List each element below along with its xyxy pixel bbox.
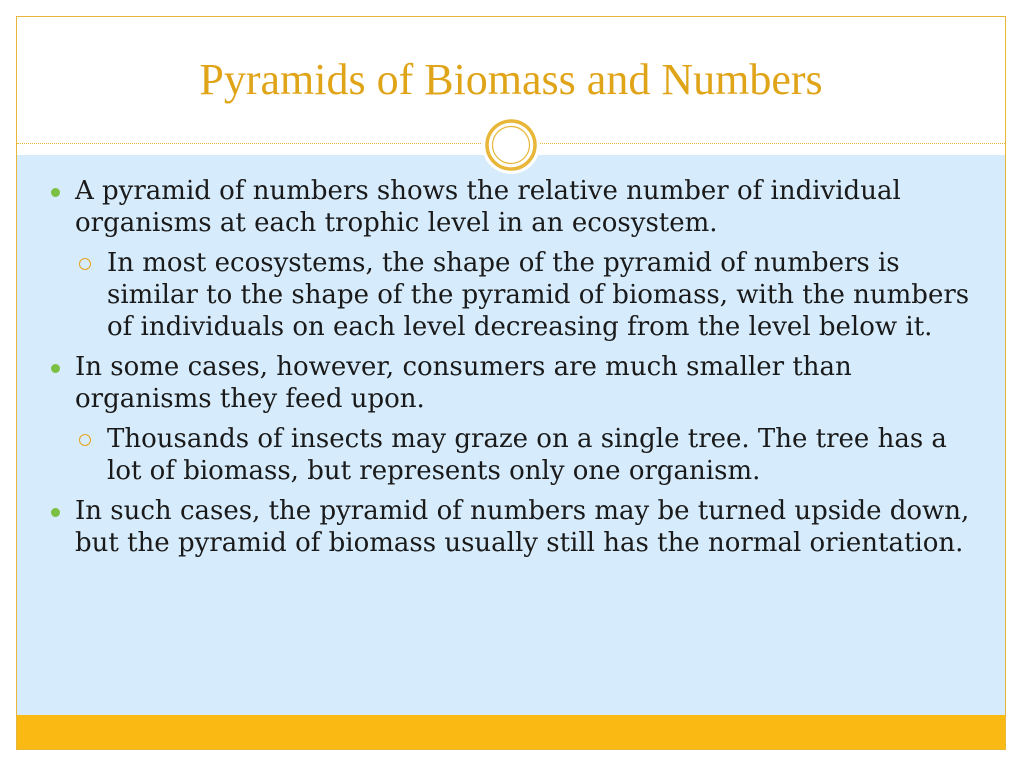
slide xyxy=(16,16,1006,750)
slide-title: Pyramids of Biomass and Numbers xyxy=(199,55,823,104)
bullet-point xyxy=(17,495,1005,559)
circle-ornament-icon xyxy=(481,115,541,175)
bullet-point xyxy=(17,351,1005,415)
ring-bullet-icon xyxy=(79,258,91,270)
bullet-text: In such cases, the pyramid of numbers may be turned upside down, but the pyramid of biomass usually still has the normal orientation. xyxy=(75,496,970,558)
bottom-accent-bar xyxy=(17,715,1005,750)
sub-bullet-point xyxy=(17,247,1005,343)
bullet-list xyxy=(17,175,1005,567)
sub-bullet-text: In most ecosystems, the shape of the pyramid of numbers is similar to the shape of the pyramid of biomass, with the numbers of individuals on each level decreasing from the level below it. xyxy=(107,248,970,342)
green-dot-bullet-icon xyxy=(51,364,60,373)
bullet-text: In some cases, however, consumers are much smaller than organisms they feed upon. xyxy=(75,352,852,414)
bullet-point xyxy=(17,175,1005,239)
bullet-text: A pyramid of numbers shows the relative number of individual organisms at each trophic level in an ecosystem. xyxy=(75,176,901,238)
ring-bullet-icon xyxy=(79,434,91,446)
sub-bullet-text: Thousands of insects may graze on a single tree. The tree has a lot of biomass, but represents only one organism. xyxy=(107,424,947,486)
green-dot-bullet-icon xyxy=(51,188,60,197)
sub-bullet-point xyxy=(17,423,1005,487)
content-area xyxy=(17,155,1005,715)
green-dot-bullet-icon xyxy=(51,508,60,517)
